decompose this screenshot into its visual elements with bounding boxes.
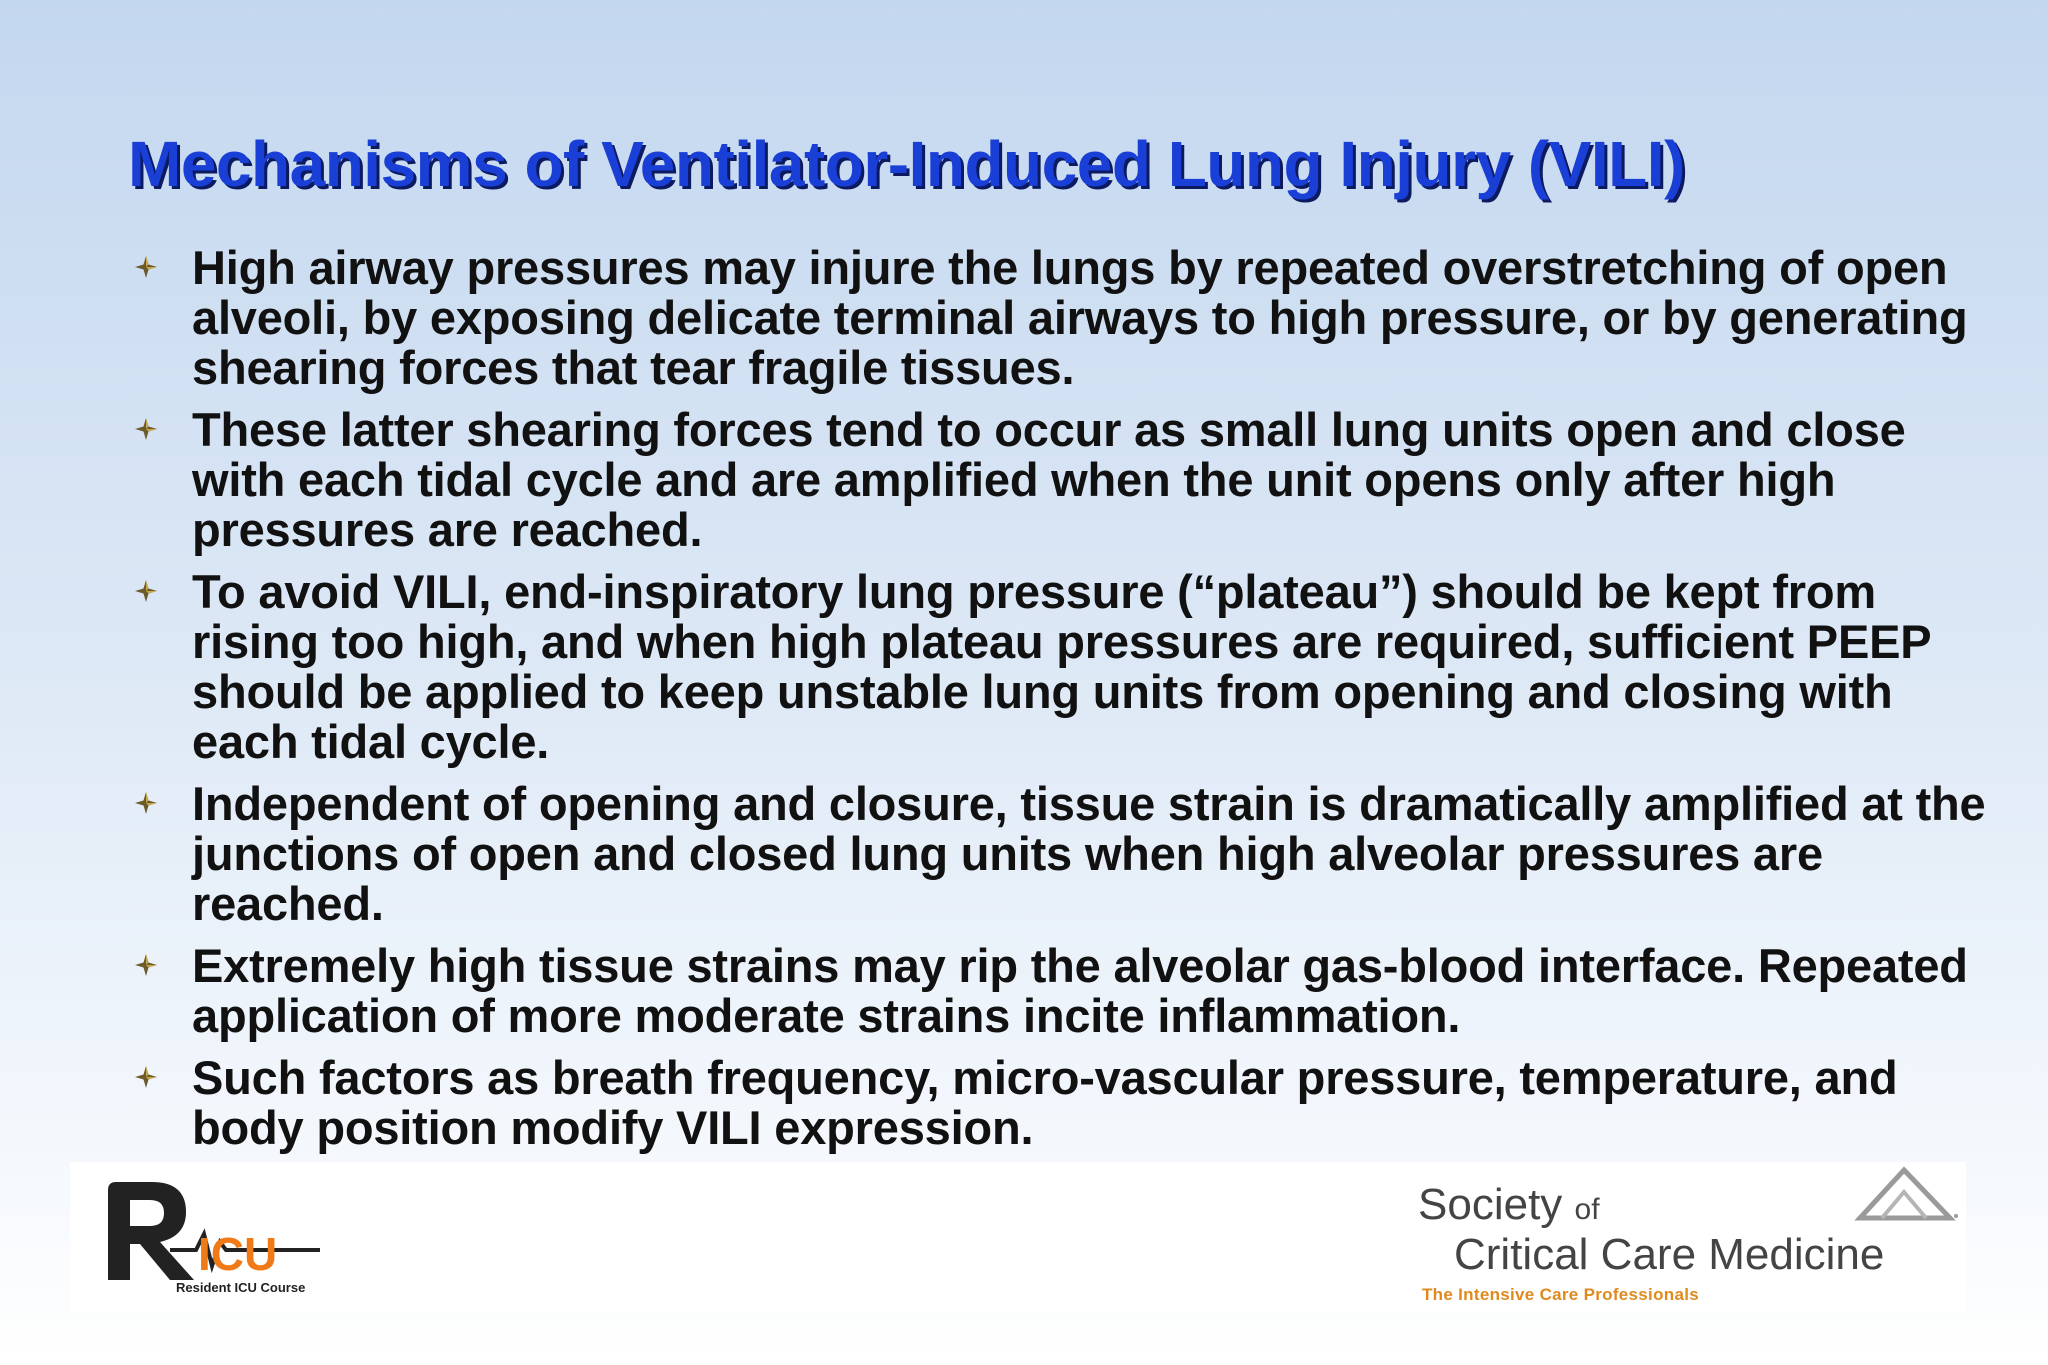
four-point-star-icon bbox=[134, 953, 158, 977]
svg-text:ICU: ICU bbox=[198, 1228, 278, 1280]
bullet-item bbox=[128, 941, 1988, 1041]
bullet-text: These latter shearing forces tend to occur as small lung units open and close with each tidal cycle and are amplified when the unit opens only after high pressures are reached. bbox=[192, 403, 1906, 556]
sccm-of: of bbox=[1574, 1193, 1600, 1226]
bullet-text: To avoid VILI, end-inspiratory lung pressure (“plateau”) should be kept from rising too high, and when high plateau pressures are required, sufficient PEEP should be applied to keep unstable lung units from opening and closing with each tidal cycle. bbox=[192, 565, 1931, 768]
four-point-star-icon bbox=[134, 579, 158, 603]
four-point-star-icon bbox=[134, 417, 158, 441]
sccm-society: Society bbox=[1418, 1180, 1563, 1229]
bullet-text: High airway pressures may injure the lungs by repeated overstretching of open alveoli, by exposing delicate terminal airways to high pressure, or by generating shearing forces that tear fragile tissues. bbox=[192, 241, 1968, 394]
four-point-star-icon bbox=[134, 1065, 158, 1089]
sccm-tagline: The Intensive Care Professionals bbox=[1422, 1285, 1699, 1304]
sccm-name-line1 bbox=[1418, 1180, 1600, 1235]
four-point-star-icon bbox=[134, 255, 158, 279]
sccm-name-line2: Critical Care Medicine bbox=[1454, 1230, 1885, 1279]
bullet-text: Extremely high tissue strains may rip the alveolar gas-blood interface. Repeated application of more moderate strains incite inflammation. bbox=[192, 939, 1968, 1042]
bullet-list bbox=[128, 243, 1988, 1165]
sccm-triangle-logo bbox=[1852, 1164, 1962, 1224]
ricu-caption: Resident ICU Course bbox=[176, 1280, 306, 1295]
bullet-text: Such factors as breath frequency, micro-vascular pressure, temperature, and body position modify VILI expression. bbox=[192, 1051, 1898, 1154]
bullet-text: Independent of opening and closure, tissue strain is dramatically amplified at the junctions of open and closed lung units when high alveolar pressures are reached. bbox=[192, 777, 1986, 930]
bullet-item bbox=[128, 243, 1988, 393]
bullet-item bbox=[128, 405, 1988, 555]
slide-title: Mechanisms of Ventilator-Induced Lung Injury (VILI) bbox=[128, 128, 1685, 200]
bullet-item bbox=[128, 567, 1988, 767]
bullet-item bbox=[128, 1053, 1988, 1153]
bullet-item bbox=[128, 779, 1988, 929]
four-point-star-icon bbox=[134, 791, 158, 815]
